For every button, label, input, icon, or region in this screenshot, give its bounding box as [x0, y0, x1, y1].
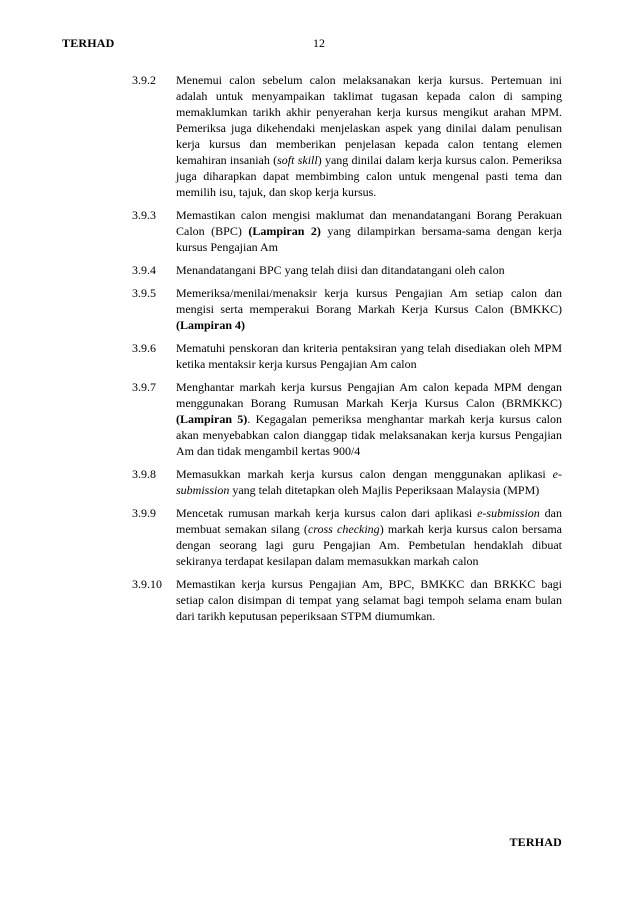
list-item: [132, 207, 562, 255]
item-text: [176, 340, 562, 372]
text-segment: Menandatangani BPC yang telah diisi dan ditandatangani oleh calon: [176, 263, 505, 277]
item-text: [176, 262, 562, 278]
item-number: 3.9.5: [132, 286, 156, 300]
italic-term: e-submission: [176, 467, 562, 497]
italic-term: soft skill: [277, 153, 318, 167]
item-number: 3.9.2: [132, 73, 156, 87]
text-segment: Memeriksa/menilai/menaksir kerja kursus Pengajian Am setiap calon dan mengisi serta memperakui Borang Markah Kerja Kursus Calon (BMKKC): [176, 286, 562, 316]
text-segment: Memasukkan markah kerja kursus calon dengan menggunakan aplikasi: [176, 467, 553, 481]
page-number: 12: [313, 36, 325, 50]
italic-term: cross checking: [307, 522, 380, 536]
text-segment: . Kegagalan pemeriksa menghantar markah kerja kursus calon akan menyebabkan calon dianggap tidak melaksanakan kerja kursus Pengajian Am dan tidak mengambil kertas 900/4: [176, 412, 563, 458]
item-text: [176, 505, 562, 569]
list-item: [132, 72, 562, 200]
text-segment: ) markah kerja kursus calon bersama dengan seorang lagi guru Pengajian Am. Pembetulan hendaklah dibuat sekiranya terdapat kesilapan dalam memasukkan markah calon: [176, 522, 563, 568]
text-segment: yang telah ditetapkan oleh Majlis Peperiksaan Malaysia (MPM): [229, 483, 540, 497]
bold-reference: (Lampiran 5): [176, 412, 248, 426]
text-segment: Menemui calon sebelum calon melaksanakan kerja kursus. Pertemuan ini adalah untuk menyampaikan taklimat tugasan kepada calon di samping memaklumkan tarikh akhir penyerahan kerja kursus mengikut arahan MPM. Pemeriksa juga dikehendaki menjelaskan aspek yang dinilai dalam penulisan kerja kursus dan memberikan penjelasan kepada calon tentang elemen kemahiran insaniah (: [176, 73, 562, 167]
list-item: [132, 262, 562, 278]
list-item: [132, 379, 562, 459]
list-item: [132, 285, 562, 333]
text-segment: Mematuhi penskoran dan kriteria pentaksiran yang telah disediakan oleh MPM ketika mentaksir kerja kursus Pengajian Am calon: [176, 341, 562, 371]
text-segment: dan membuat semakan silang (: [176, 506, 563, 536]
item-text: [176, 207, 562, 255]
footer-classification: TERHAD: [509, 835, 562, 849]
item-text: [176, 72, 562, 200]
bold-reference: (Lampiran 2): [248, 224, 321, 238]
text-segment: Memastikan kerja kursus Pengajian Am, BPC, BMKKC dan BRKKC bagi setiap calon disimpan di tempat yang selamat bagi tempoh selama enam bulan dari tarikh keputusan peperiksaan STPM diumumkan.: [176, 577, 562, 623]
item-number: 3.9.4: [132, 263, 156, 277]
item-text: [176, 379, 562, 459]
item-number: 3.9.8: [132, 467, 156, 481]
text-segment: Menghantar markah kerja kursus Pengajian Am calon kepada MPM dengan menggunakan Borang Rumusan Markah Kerja Kursus Calon (BRMKKC): [176, 380, 562, 410]
item-number: 3.9.7: [132, 380, 156, 394]
item-number: 3.9.3: [132, 208, 156, 222]
list-item: [132, 340, 562, 372]
item-number: 3.9.6: [132, 341, 156, 355]
item-text: [176, 466, 562, 498]
item-text: [176, 576, 562, 624]
text-segment: Memastikan calon mengisi maklumat dan menandatangani Borang Perakuan Calon (BPC): [176, 208, 562, 238]
bold-reference: (Lampiran 4): [176, 318, 245, 332]
item-number: 3.9.9: [132, 506, 156, 520]
item-number: 3.9.10: [132, 577, 162, 591]
list-item: [132, 466, 562, 498]
italic-term: e-submission: [477, 506, 540, 520]
numbered-item-list: [132, 72, 562, 631]
item-text: [176, 285, 562, 333]
header-classification: TERHAD: [62, 36, 115, 50]
text-segment: ) yang dinilai dalam kerja kursus calon. Pemeriksa juga diharapkan dapat membimbing calon untuk mengenal pasti tema dan memilih isu, tajuk, dan skop kerja kursus.: [176, 153, 562, 199]
list-item: [132, 505, 562, 569]
text-segment: Mencetak rumusan markah kerja kursus calon dari aplikasi: [176, 506, 478, 520]
list-item: [132, 576, 562, 624]
text-segment: yang dilampirkan bersama-sama dengan kerja kursus Pengajian Am: [176, 224, 562, 254]
